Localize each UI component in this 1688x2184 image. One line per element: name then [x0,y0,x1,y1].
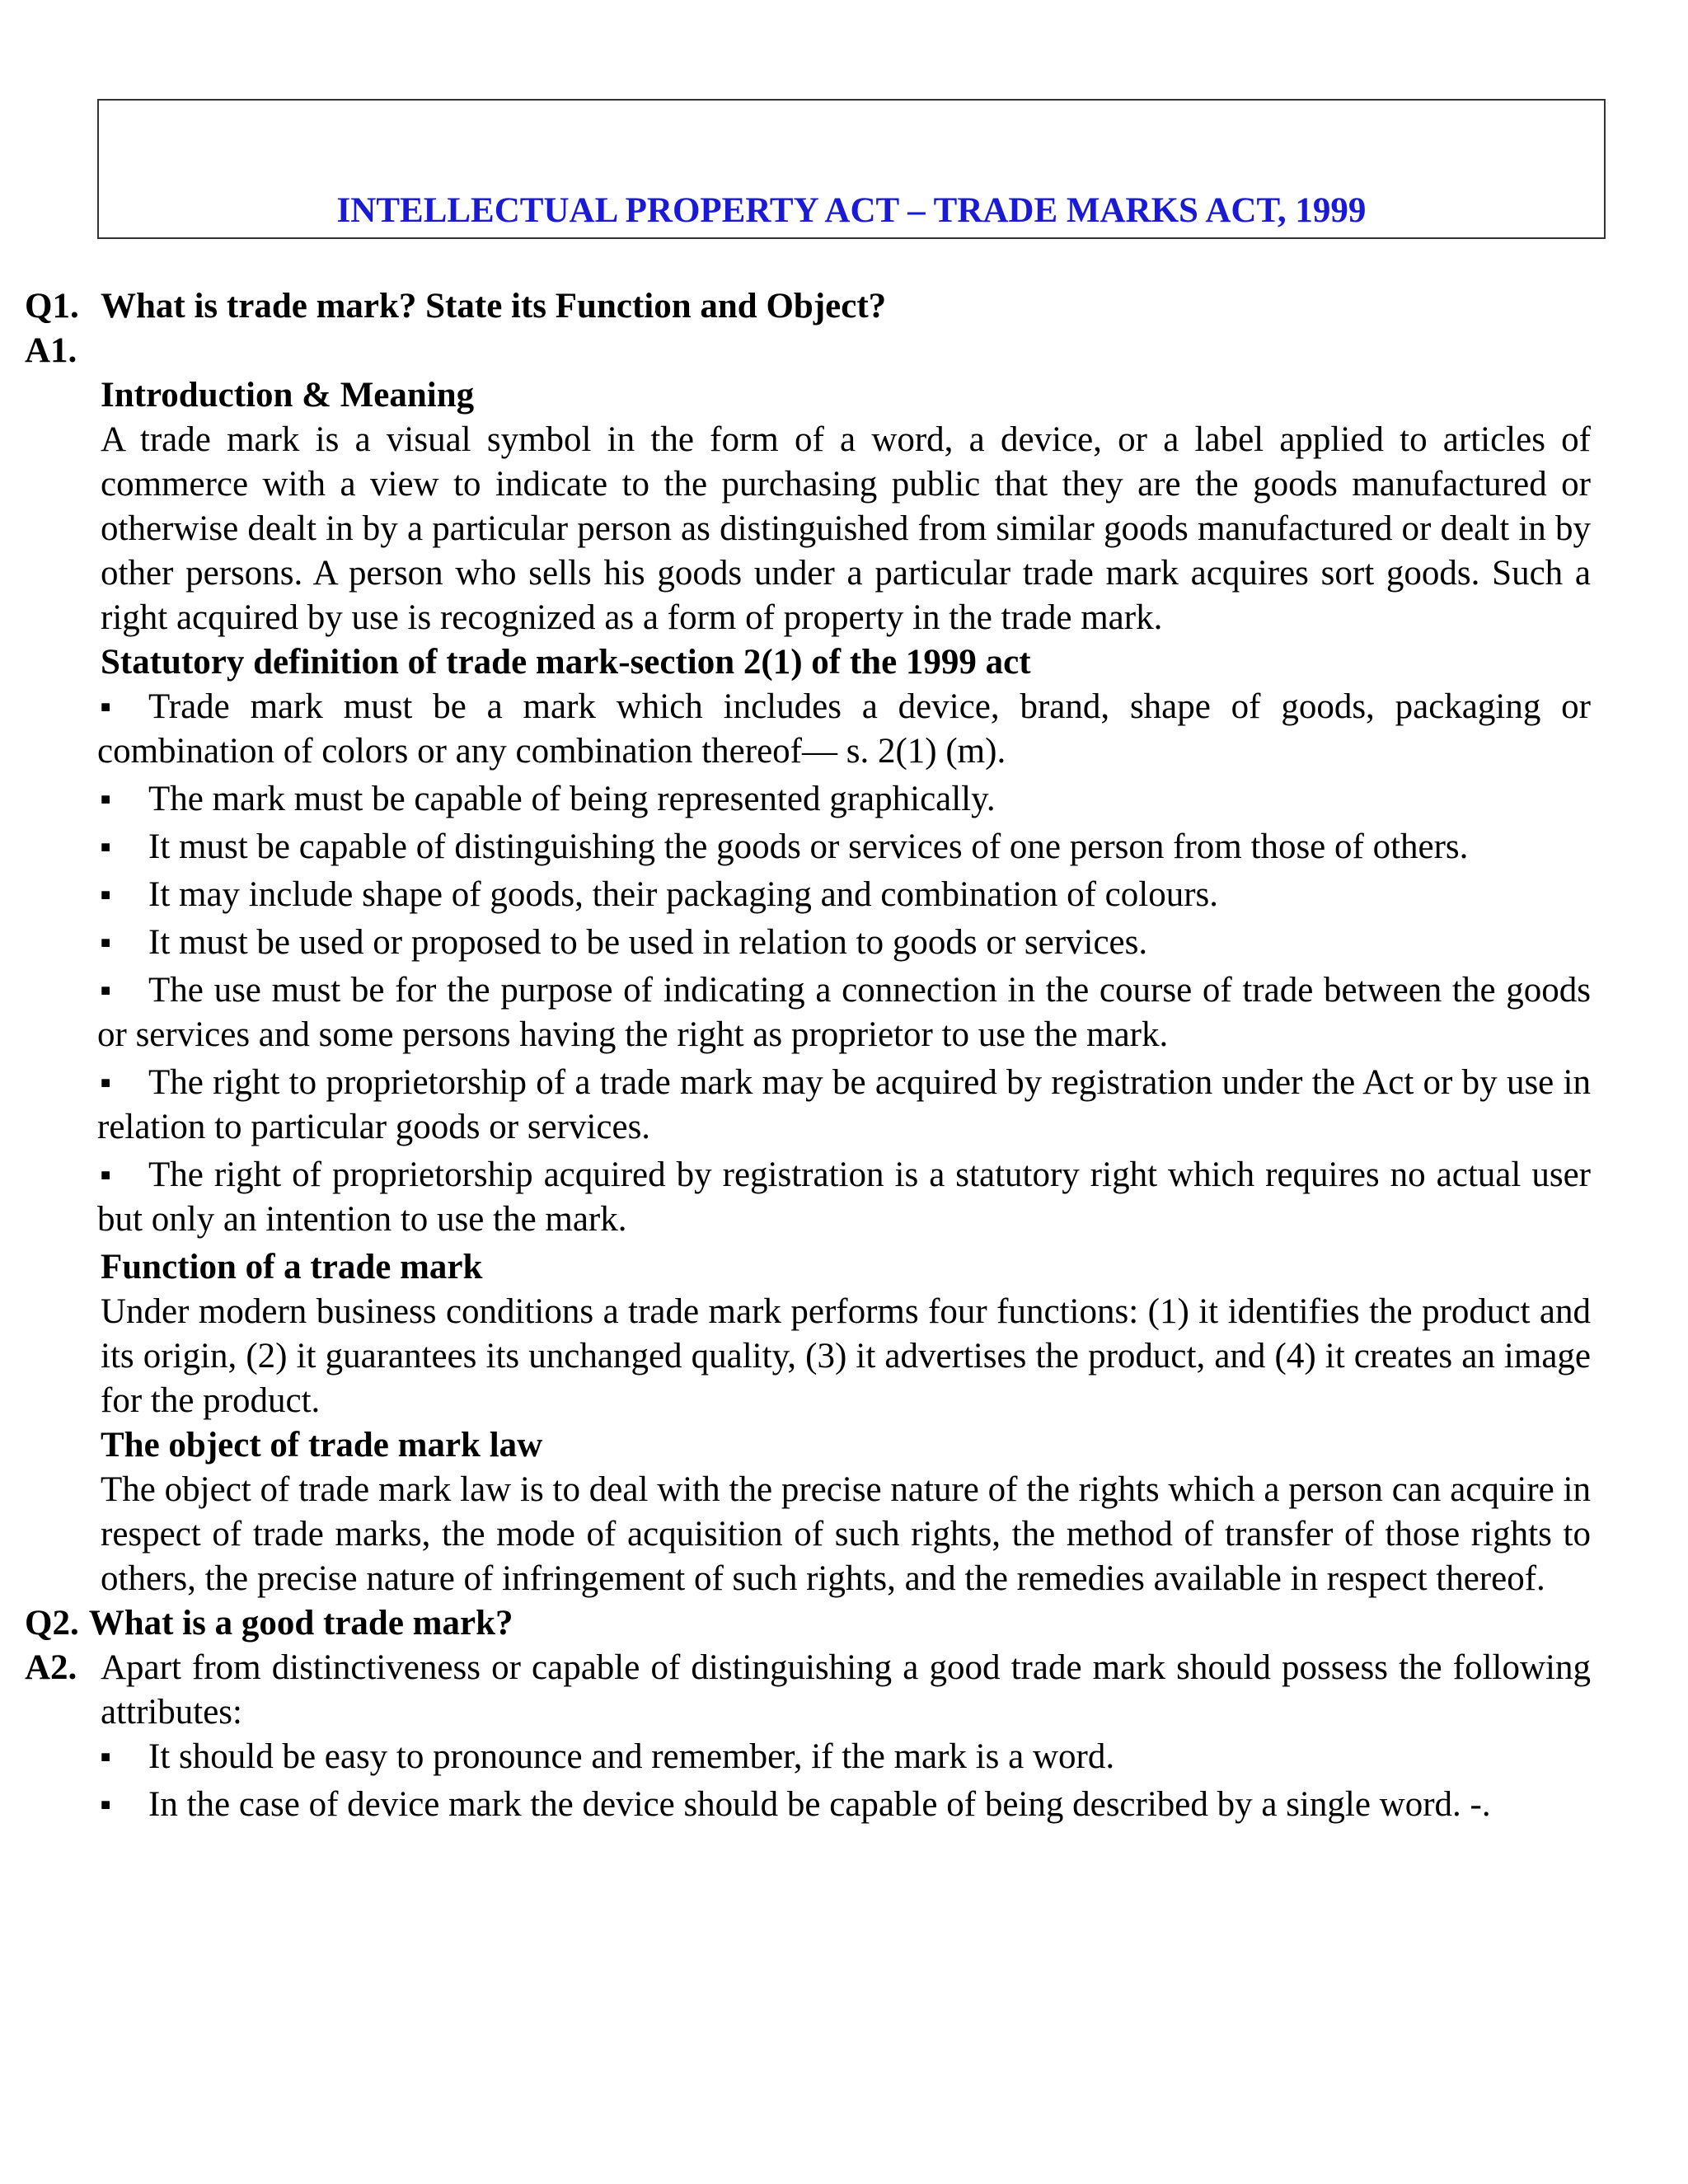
list-item: ■ The use must be for the purpose of indicating a connection in the course of trade between the goods or services and some persons having the right as proprietor to use the mark. [25,968,1591,1057]
bullet-icon: ■ [101,982,111,1000]
answer-1-body [101,373,1591,685]
bullet-icon: ■ [101,1796,111,1814]
question-2-text: What is a good trade mark? [88,1604,513,1643]
bullet-icon: ■ [101,698,111,716]
answer-2-tag: A2. [25,1648,77,1687]
list-item: ■ It should be easy to pronounce and remember, if the mark is a word. [25,1735,1591,1779]
list-item: ■ Trade mark must be a mark which includes a device, brand, shape of goods, packaging or combination of colors or any combination thereof— s. 2(1) (m). [25,685,1591,774]
intro-paragraph: A trade mark is a visual symbol in the form of a word, a device, or a label applied to articles of commerce with a view to indicate to the purchasing public that they are the goods manufactured or otherwise dealt in by a particular person as distinguished from similar goods manufactured or dealt in by other persons. A person who sells his goods under a particular trade mark acquires sort goods. Such a right acquired by use is recognized as a form of property in the trade mark. [101,420,1591,637]
answer-1-continued [101,1245,1591,1601]
bullet-icon: ■ [101,790,111,808]
document-body [25,284,1591,1830]
answer-1-tag: A1. [25,331,77,370]
question-2-tag: Q2. [25,1604,79,1643]
list-item: ■ The right to proprietorship of a trade mark may be acquired by registration under the Act or by use in relation to particular goods or services. [25,1061,1591,1150]
object-paragraph: The object of trade mark law is to deal with the precise nature of the rights which a person can acquire in respect of trade marks, the mode of acquisition of such rights, the method of transfer of those rights to others, the precise nature of infringement of such rights, and the remedies available in respect thereof. [101,1470,1591,1598]
list-item: ■ The right of proprietorship acquired by registration is a statutory right which requires no actual user but only an intention to use the mark. [25,1153,1591,1242]
statutory-heading: Statutory definition of trade mark-section 2(1) of the 1999 act [101,643,1031,682]
question-1-text: What is trade mark? State its Function and Object? [101,287,887,326]
list-item: ■ It must be capable of distinguishing the goods or services of one person from those of others. [25,825,1591,869]
title-box [97,99,1606,239]
question-2 [25,1601,1591,1646]
intro-heading: Introduction & Meaning [101,376,475,415]
bullet-icon: ■ [101,1748,111,1766]
good-mark-bullet-list [25,1735,1591,1827]
document-title: INTELLECTUAL PROPERTY ACT – TRADE MARKS ACT, 1999 [336,191,1367,230]
list-item: ■ In the case of device mark the device should be capable of being described by a single word. -. [25,1783,1591,1827]
bullet-icon: ■ [101,1166,111,1184]
answer-2-paragraph: Apart from distinctiveness or capable of distinguishing a good trade mark should possess the following attributes: [101,1648,1591,1732]
bullet-icon: ■ [101,934,111,952]
list-item: ■ It must be used or proposed to be used in relation to goods or services. [25,921,1591,965]
function-heading: Function of a trade mark [101,1248,483,1286]
list-item: ■ The mark must be capable of being represented graphically. [25,777,1591,822]
object-heading: The object of trade mark law [101,1426,543,1465]
bullet-icon: ■ [101,886,111,904]
list-item: ■ It may include shape of goods, their packaging and combination of colours. [25,873,1591,917]
bullet-icon: ■ [101,838,111,856]
function-paragraph: Under modern business conditions a trade mark performs four functions: (1) it identifies the product and its origin, (2) it guarantees its unchanged quality, (3) it advertises the product, and (4) it creates an image for the product. [101,1292,1591,1420]
question-1 [25,284,1591,329]
question-1-tag: Q1. [25,287,79,326]
statutory-bullet-list [25,685,1591,1242]
answer-2 [25,1646,1591,1735]
bullet-icon: ■ [101,1074,111,1092]
